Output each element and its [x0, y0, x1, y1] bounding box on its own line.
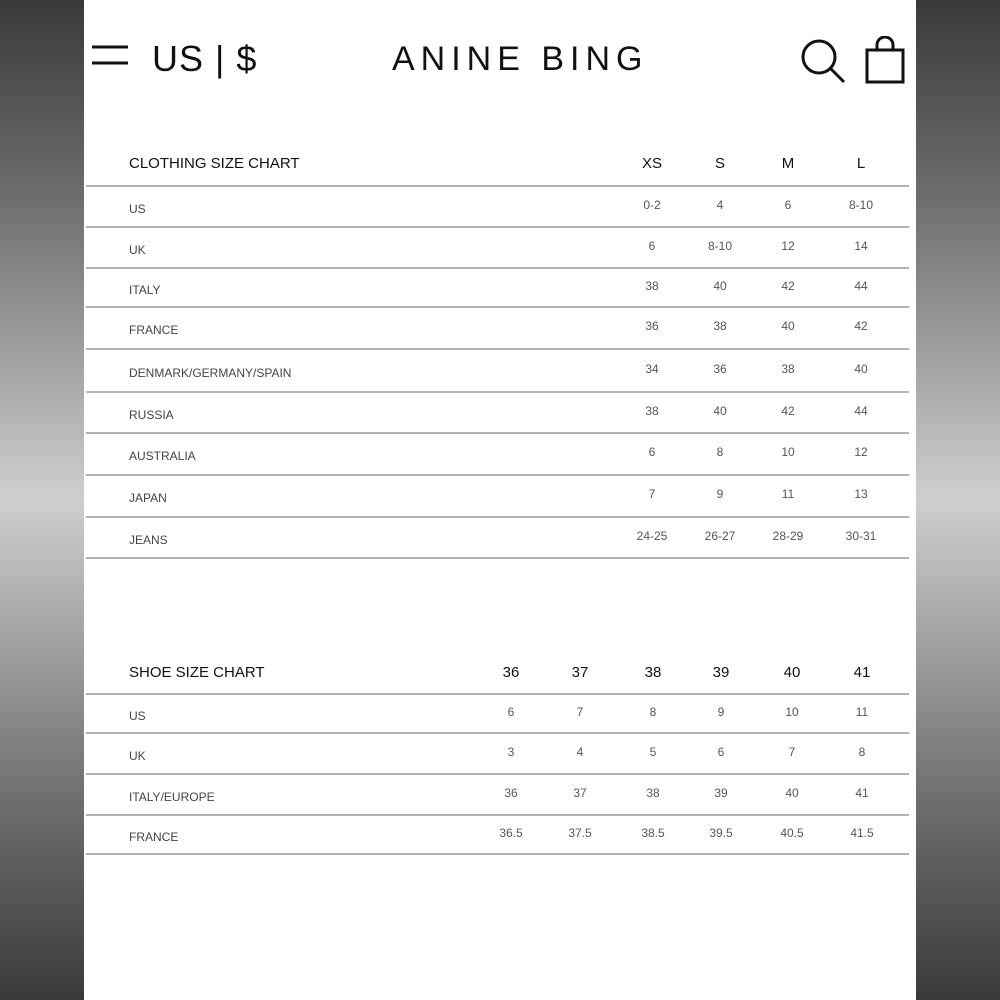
- clothing-cell: 24-25: [636, 528, 668, 543]
- shoe-row: [86, 695, 909, 734]
- shoe-column-header: 37: [571, 663, 589, 681]
- shoe-cell: 7: [576, 704, 584, 719]
- clothing-header-row: [86, 142, 909, 187]
- shoe-cell: 7: [788, 744, 796, 759]
- shoe-cell: 9: [717, 704, 725, 719]
- clothing-cell: 6: [648, 238, 656, 253]
- clothing-cell: 6: [648, 445, 656, 459]
- shoe-row-label: ITALY/EUROPE: [129, 789, 215, 804]
- shoe-cell: 39.5: [709, 825, 733, 840]
- menu-icon[interactable]: [92, 44, 128, 68]
- shoe-cell: 8: [649, 704, 657, 719]
- clothing-cell: 34: [645, 361, 659, 376]
- shoe-cell: 39: [714, 785, 728, 800]
- clothing-column-header: L: [856, 155, 866, 172]
- clothing-row: [86, 269, 909, 308]
- clothing-column-header: S: [714, 155, 725, 172]
- shoe-column-header: 40: [783, 663, 801, 681]
- shoe-cell: 36: [504, 785, 518, 800]
- shoe-row: [86, 816, 909, 855]
- shoe-cell: 41.5: [850, 825, 874, 840]
- clothing-row: [86, 476, 909, 518]
- clothing-cell: 40: [713, 278, 727, 293]
- shoe-row-label: FRANCE: [129, 829, 179, 844]
- clothing-row: [86, 393, 909, 434]
- clothing-row-label: US: [129, 201, 146, 216]
- locale-currency-selector[interactable]: US | $: [152, 38, 258, 79]
- shoe-title: SHOE SIZE CHART: [129, 663, 265, 681]
- clothing-cell: 40: [854, 361, 868, 376]
- shopping-bag-icon[interactable]: [864, 36, 908, 84]
- shoe-column-header: 39: [712, 663, 730, 681]
- shoe-cell: 11: [855, 704, 869, 719]
- search-icon[interactable]: [800, 38, 846, 84]
- clothing-cell: 42: [854, 319, 868, 333]
- clothing-row: [86, 308, 909, 350]
- clothing-cell: 8-10: [848, 197, 874, 212]
- shoe-cell: 6: [717, 744, 725, 759]
- clothing-cell: 38: [645, 278, 659, 293]
- clothing-cell: 8-10: [707, 238, 733, 253]
- clothing-row-label: ITALY: [129, 282, 161, 297]
- shoe-cell: 6: [507, 704, 515, 719]
- clothing-cell: 9: [716, 487, 724, 501]
- shoe-cell: 41: [855, 785, 869, 800]
- clothing-row-label: RUSSIA: [129, 407, 174, 422]
- clothing-row-label: AUSTRALIA: [129, 449, 196, 463]
- clothing-cell: 14: [854, 238, 868, 253]
- clothing-row: [86, 187, 909, 228]
- clothing-cell: 40: [713, 403, 727, 418]
- clothing-cell: 8: [716, 445, 724, 459]
- brand-logo[interactable]: ANINE BING: [392, 40, 649, 78]
- clothing-cell: 10: [781, 445, 795, 459]
- shoe-cell: 8: [858, 744, 866, 759]
- clothing-cell: 40: [781, 319, 795, 333]
- shoe-header-row: [86, 651, 909, 695]
- shoe-row-label: US: [129, 708, 146, 723]
- shoe-column-header: 41: [853, 663, 871, 681]
- clothing-cell: 0-2: [643, 197, 661, 212]
- clothing-cell: 38: [713, 319, 727, 333]
- clothing-row: [86, 350, 909, 393]
- shoe-cell: 4: [576, 744, 584, 759]
- shoe-cell: 37.5: [568, 825, 592, 840]
- clothing-row-label: JAPAN: [129, 491, 167, 505]
- clothing-cell: 36: [645, 319, 659, 333]
- clothing-cell: 36: [713, 361, 727, 376]
- shoe-row-label: UK: [129, 748, 146, 763]
- site-header: [84, 0, 916, 120]
- clothing-cell: 30-31: [845, 528, 877, 543]
- shoe-cell: 5: [649, 744, 657, 759]
- clothing-row: [86, 518, 909, 559]
- clothing-row-label: DENMARK/GERMANY/SPAIN: [129, 365, 292, 380]
- shoe-row: [86, 775, 909, 816]
- clothing-cell: 26-27: [704, 528, 736, 543]
- clothing-row-label: JEANS: [129, 532, 168, 547]
- clothing-row: [86, 434, 909, 476]
- shoe-row: [86, 734, 909, 775]
- clothing-cell: 44: [854, 278, 868, 293]
- clothing-cell: 7: [648, 487, 656, 501]
- shoe-cell: 10: [785, 704, 799, 719]
- clothing-cell: 13: [854, 487, 868, 501]
- clothing-cell: 12: [854, 445, 868, 459]
- clothing-cell: 6: [784, 197, 792, 212]
- clothing-cell: 42: [781, 278, 795, 293]
- size-guide-page: [84, 0, 916, 1000]
- clothing-size-table: [86, 142, 909, 559]
- clothing-cell: 44: [854, 403, 868, 418]
- clothing-row-label: UK: [129, 242, 146, 257]
- shoe-cell: 3: [507, 744, 515, 759]
- shoe-cell: 40.5: [780, 825, 804, 840]
- clothing-column-header: XS: [641, 155, 662, 172]
- clothing-cell: 38: [781, 361, 795, 376]
- clothing-cell: 4: [716, 197, 724, 212]
- shoe-cell: 38.5: [641, 825, 665, 840]
- shoe-cell: 40: [785, 785, 799, 800]
- shoe-cell: 36.5: [499, 825, 523, 840]
- shoe-column-header: 36: [502, 663, 520, 681]
- clothing-row: [86, 228, 909, 269]
- clothing-row-label: FRANCE: [129, 323, 179, 337]
- shoe-column-header: 38: [644, 663, 662, 681]
- clothing-cell: 38: [645, 403, 659, 418]
- clothing-cell: 28-29: [772, 528, 804, 543]
- clothing-cell: 42: [781, 403, 795, 418]
- clothing-column-header: M: [781, 155, 795, 172]
- clothing-cell: 11: [781, 487, 795, 501]
- clothing-title: CLOTHING SIZE CHART: [129, 155, 300, 172]
- shoe-cell: 38: [646, 785, 660, 800]
- shoe-cell: 37: [573, 785, 587, 800]
- clothing-cell: 12: [781, 238, 795, 253]
- shoe-size-table: [86, 651, 909, 855]
